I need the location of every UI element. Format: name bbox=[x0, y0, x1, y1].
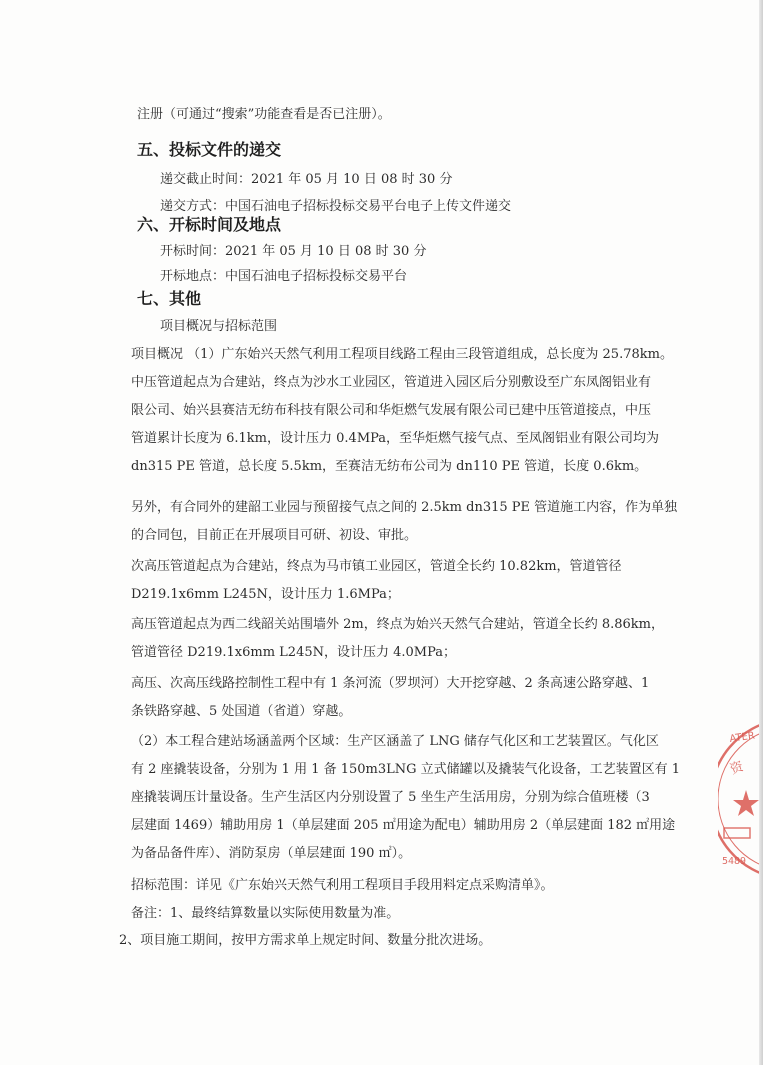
text-line-opening-place: 开标地点：中国石油电子招标投标交易平台 bbox=[160, 269, 408, 284]
paragraph-subhigh-line-2: D219.1x6mm L245N，设计压力 1.6MPa； bbox=[131, 587, 400, 602]
official-seal-stamp bbox=[718, 714, 760, 884]
text-line-opening-time: 开标时间：2021 年 05 月 10 日 08 时 30 分 bbox=[160, 244, 427, 259]
text-line-remark-2: 2、项目施工期间，按甲方需求单上规定时间、数量分批次进场。 bbox=[119, 933, 492, 948]
paragraph-crossing-line-2: 条铁路穿越、5 处国道（省道）穿越。 bbox=[131, 704, 352, 719]
paragraph-subhigh-line-1: 次高压管道起点为合建站，终点为马市镇工业园区，管道全长约 10.82km，管道管径 bbox=[131, 559, 622, 574]
seal-fragment-number: 5489 bbox=[722, 856, 747, 867]
section-heading-5: 五、投标文件的递交 bbox=[137, 140, 282, 159]
paragraph-station-line-5: 为备品备件库）、消防泵房（单层建面 190 ㎡）。 bbox=[131, 846, 412, 861]
paragraph-high-line-1: 高压管道起点为西二线韶关站围墙外 2m，终点为始兴天然气合建站，管道全长约 8.86km， bbox=[131, 617, 665, 632]
paragraph-extra-line-1: 另外，有合同外的建韶工业园与预留接气点之间的 2.5km dn315 PE 管道施工内容，作为单独 bbox=[131, 500, 678, 515]
text-line-remark-1: 备注：1、最终结算数量以实际使用数量为准。 bbox=[131, 906, 400, 921]
paragraph-overview-line-3: 限公司、始兴县赛洁无纺布科技有限公司和华炬燃气发展有限公司已建中压管道接点，中压 bbox=[131, 403, 652, 418]
seal-graphic bbox=[718, 714, 760, 884]
text-line-submission-deadline: 递交截止时间：2021 年 05 月 10 日 08 时 30 分 bbox=[160, 172, 453, 187]
text-line-overview-title: 项目概况与招标范围 bbox=[160, 319, 278, 334]
paragraph-station-line-2: 有 2 座撬装设备，分别为 1 用 1 备 150m3LNG 立式储罐以及撬装气化设备，工艺装置区有 1 bbox=[131, 762, 681, 777]
paragraph-station-line-3: 座撬装调压计量设备。生产生活区内分别设置了 5 坐生产生活用房，分别为综合值班楼（3 bbox=[131, 790, 650, 805]
seal-fragment-ater: ATER bbox=[728, 730, 756, 745]
paragraph-overview-line-2: 中压管道起点为合建站，终点为沙水工业园区，管道进入园区后分别敷设至广东凤阁铝业有 bbox=[131, 375, 652, 390]
paragraph-overview-line-4: 管道累计长度为 6.1km，设计压力 0.4MPa，至华炬燃气接气点、至凤阁铝业有限公司均为 bbox=[131, 431, 660, 446]
seal-fragment-zi: 资 bbox=[728, 759, 746, 778]
section-heading-6: 六、开标时间及地点 bbox=[137, 215, 282, 234]
paragraph-high-line-2: 管道管径 D219.1x6mm L245N，设计压力 4.0MPa； bbox=[131, 645, 457, 660]
paragraph-crossing-line-1: 高压、次高压线路控制性工程中有 1 条河流（罗坝河）大开挖穿越、2 条高速公路穿越、1 bbox=[131, 676, 650, 691]
paragraph-station-line-4: 层建面 1469）辅助用房 1（单层建面 205 ㎡用途为配电）辅助用房 2（单层建面 182 ㎡用途 bbox=[131, 818, 676, 833]
page-edge-shadow bbox=[759, 0, 763, 1065]
paragraph-extra-line-2: 的合同包，目前正在开展项目可研、初设、审批。 bbox=[131, 528, 418, 543]
section-heading-7: 七、其他 bbox=[137, 289, 202, 308]
text-line-registration-note: 注册（可通过“搜索”功能查看是否已注册）。 bbox=[137, 107, 391, 122]
text-line-submission-method: 递交方式：中国石油电子招标投标交易平台电子上传文件递交 bbox=[160, 199, 512, 214]
text-line-bid-scope: 招标范围：详见《广东始兴天然气利用工程项目手段用料定点采购清单》。 bbox=[131, 878, 554, 893]
paragraph-overview-line-5: dn315 PE 管道，总长度 5.5km，至赛洁无纺布公司为 dn110 PE 管道，长度 0.6km。 bbox=[131, 459, 648, 474]
paragraph-station-line-1: （2）本工程合建站场涵盖两个区域：生产区涵盖了 LNG 储存气化区和工艺装置区。气化区 bbox=[131, 734, 659, 749]
paragraph-overview-line-1: 项目概况 （1）广东始兴天然气利用工程项目线路工程由三段管道组成，总长度为 25.78km。 bbox=[131, 347, 673, 362]
